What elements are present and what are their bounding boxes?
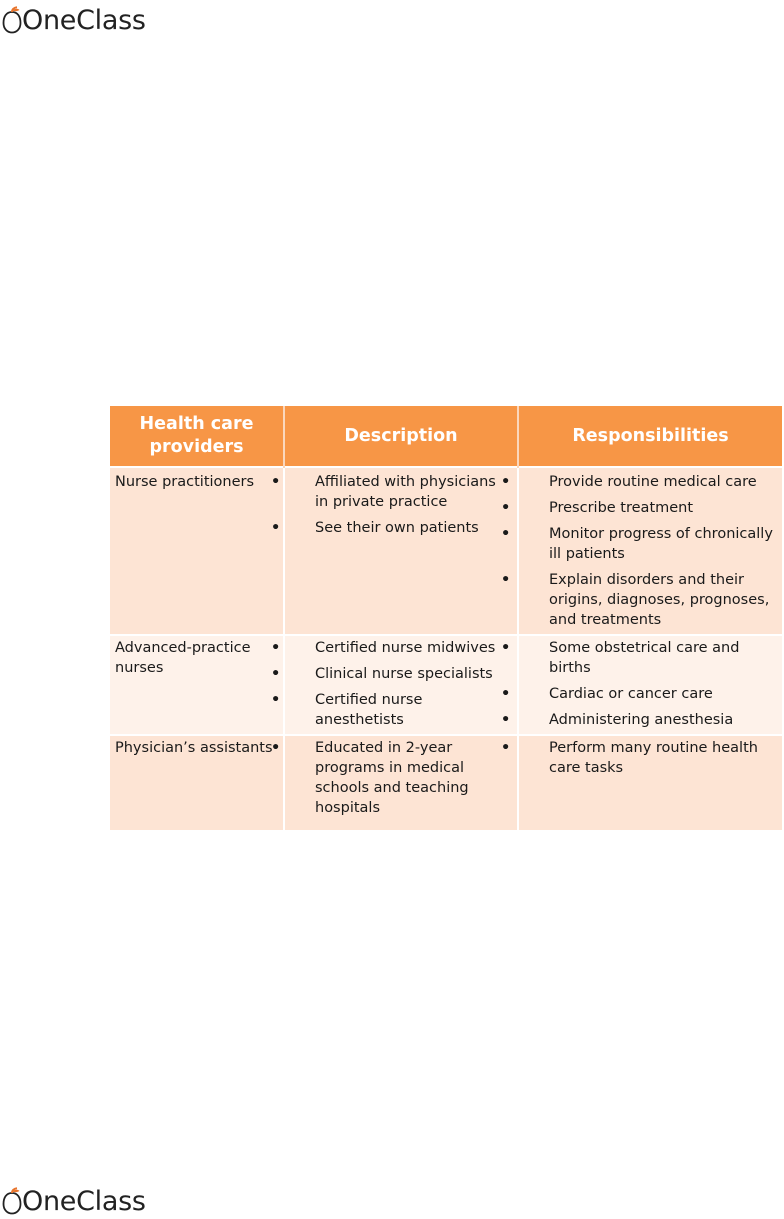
list-item: • Perform many routine health care tasks — [501, 740, 758, 776]
list-item: • Administering anesthesia — [501, 712, 734, 728]
provider-cell: Advanced-practice nurses — [110, 635, 284, 735]
list-item: • Certified nurse midwives — [271, 640, 496, 656]
responsibilities-cell — [501, 735, 782, 830]
table-row — [110, 467, 782, 635]
table-row — [110, 735, 782, 830]
description-cell — [271, 635, 518, 735]
list-item: • Provide routine medical care — [501, 474, 757, 490]
acorn-icon — [2, 6, 22, 34]
provider-cell: Nurse practitioners — [110, 467, 284, 635]
brand-name: OneClass — [22, 4, 146, 36]
list-item: • Educated in 2-year programs in medical schools and teaching hospitals — [271, 740, 469, 816]
health-care-providers-table — [110, 406, 782, 830]
responsibilities-cell — [501, 635, 782, 735]
table-row — [110, 635, 782, 735]
oneclass-logo — [2, 2, 146, 38]
header-providers: Health care providers — [110, 406, 284, 467]
oneclass-logo-footer — [2, 1183, 146, 1219]
list-item: • Some obstetrical care and births — [501, 640, 740, 676]
header-responsibilities: Responsibilities — [518, 406, 782, 467]
list-item: • Explain disorders and their origins, diagnoses, prognoses, and treatments — [501, 572, 770, 628]
responsibilities-cell — [501, 467, 782, 635]
header-description: Description — [284, 406, 518, 467]
list-item: • Clinical nurse specialists — [271, 666, 493, 682]
list-item: • Monitor progress of chronically ill patients — [501, 526, 773, 562]
list-item: • Prescribe treatment — [501, 500, 694, 516]
table-header-row — [110, 406, 782, 467]
list-item: • Cardiac or cancer care — [501, 686, 713, 702]
brand-name: OneClass — [22, 1185, 146, 1217]
list-item: • Certified nurse anesthetists — [271, 692, 423, 728]
provider-cell: Physician’s assistants — [110, 735, 284, 830]
list-item: • Affiliated with physicians in private practice — [271, 474, 496, 510]
description-cell — [271, 467, 518, 635]
description-cell — [271, 735, 518, 830]
list-item: • See their own patients — [271, 520, 479, 536]
acorn-icon — [2, 1187, 22, 1215]
